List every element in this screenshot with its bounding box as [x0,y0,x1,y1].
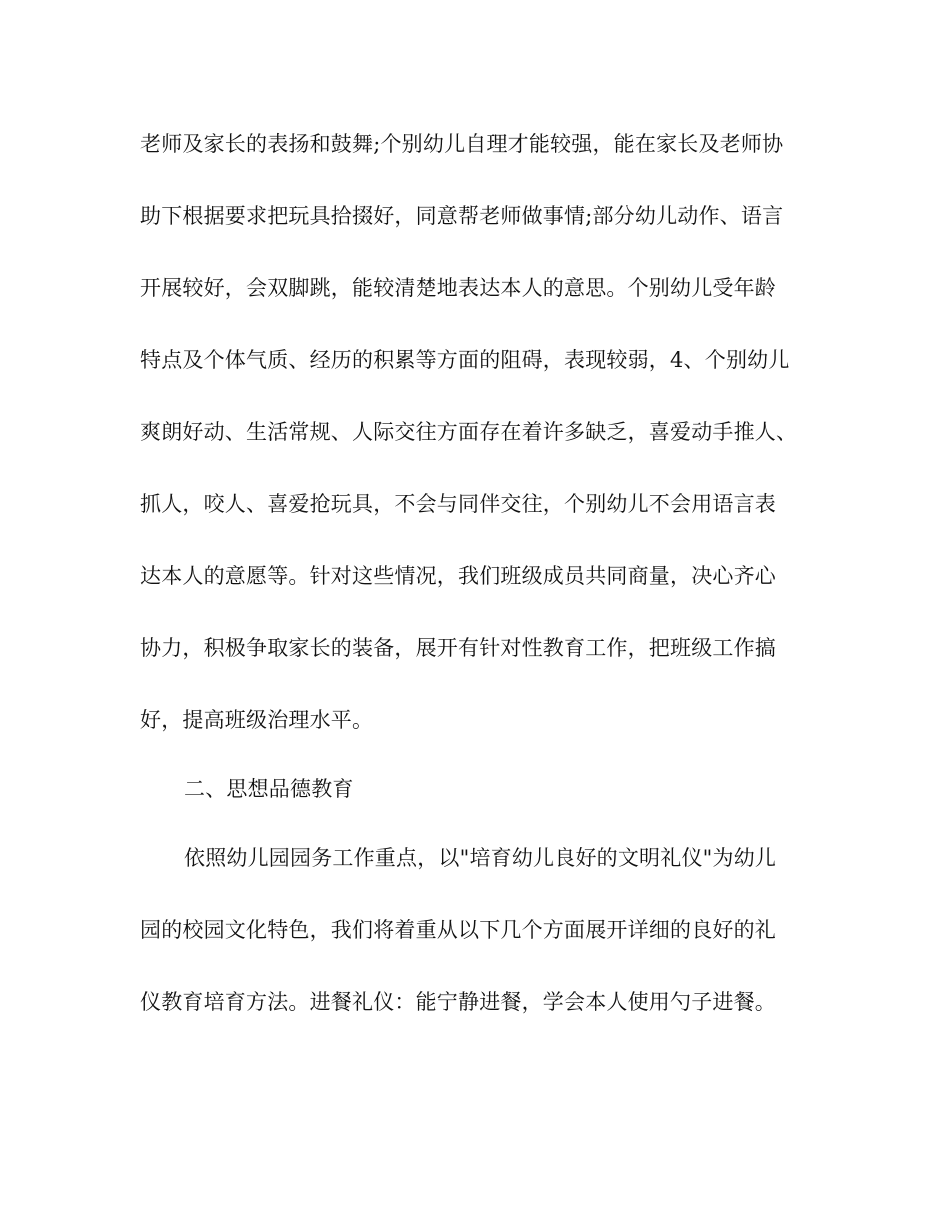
paragraph-line-7: 达本人的意愿等。针对这些情况，我们班级成员共同商量，决心齐心 [140,564,776,588]
paragraph-line-9: 好，提高班级治理水平。 [140,708,374,732]
section-heading: 二、思想品德教育 [184,777,354,801]
paragraph-line-5: 爽朗好动、生活常规、人际交往方面存在着许多缺乏，喜爱动手推人、 [140,420,798,444]
paragraph-line-3: 开展较好，会双脚跳，能较清楚地表达本人的意思。个别幼儿受年龄 [140,276,776,300]
paragraph-line-8: 协力，积极争取家长的装备，展开有针对性教育工作，把班级工作搞 [140,636,776,660]
paragraph-line-2: 助下根据要求把玩具拾掇好，同意帮老师做事情;部分幼儿动作、语言 [140,204,784,228]
paragraph-line-4: 特点及个体气质、经历的积累等方面的阻碍，表现较弱，4、个别幼儿 [140,348,790,372]
paragraph-line-11: 园的校园文化特色，我们将着重从以下几个方面展开详细的良好的礼 [140,918,776,942]
paragraph-line-12: 仪教育培育方法。进餐礼仪：能宁静进餐，学会本人使用勺子进餐。 [140,990,776,1014]
paragraph-line-10: 依照幼儿园园务工作重点，以"培育幼儿良好的文明礼仪"为幼儿 [184,846,777,870]
paragraph-line-1: 老师及家长的表扬和鼓舞;个别幼儿自理才能较强，能在家长及老师协 [140,132,784,156]
paragraph-line-6: 抓人，咬人、喜爱抢玩具，不会与同伴交往，个别幼儿不会用语言表 [140,492,776,516]
